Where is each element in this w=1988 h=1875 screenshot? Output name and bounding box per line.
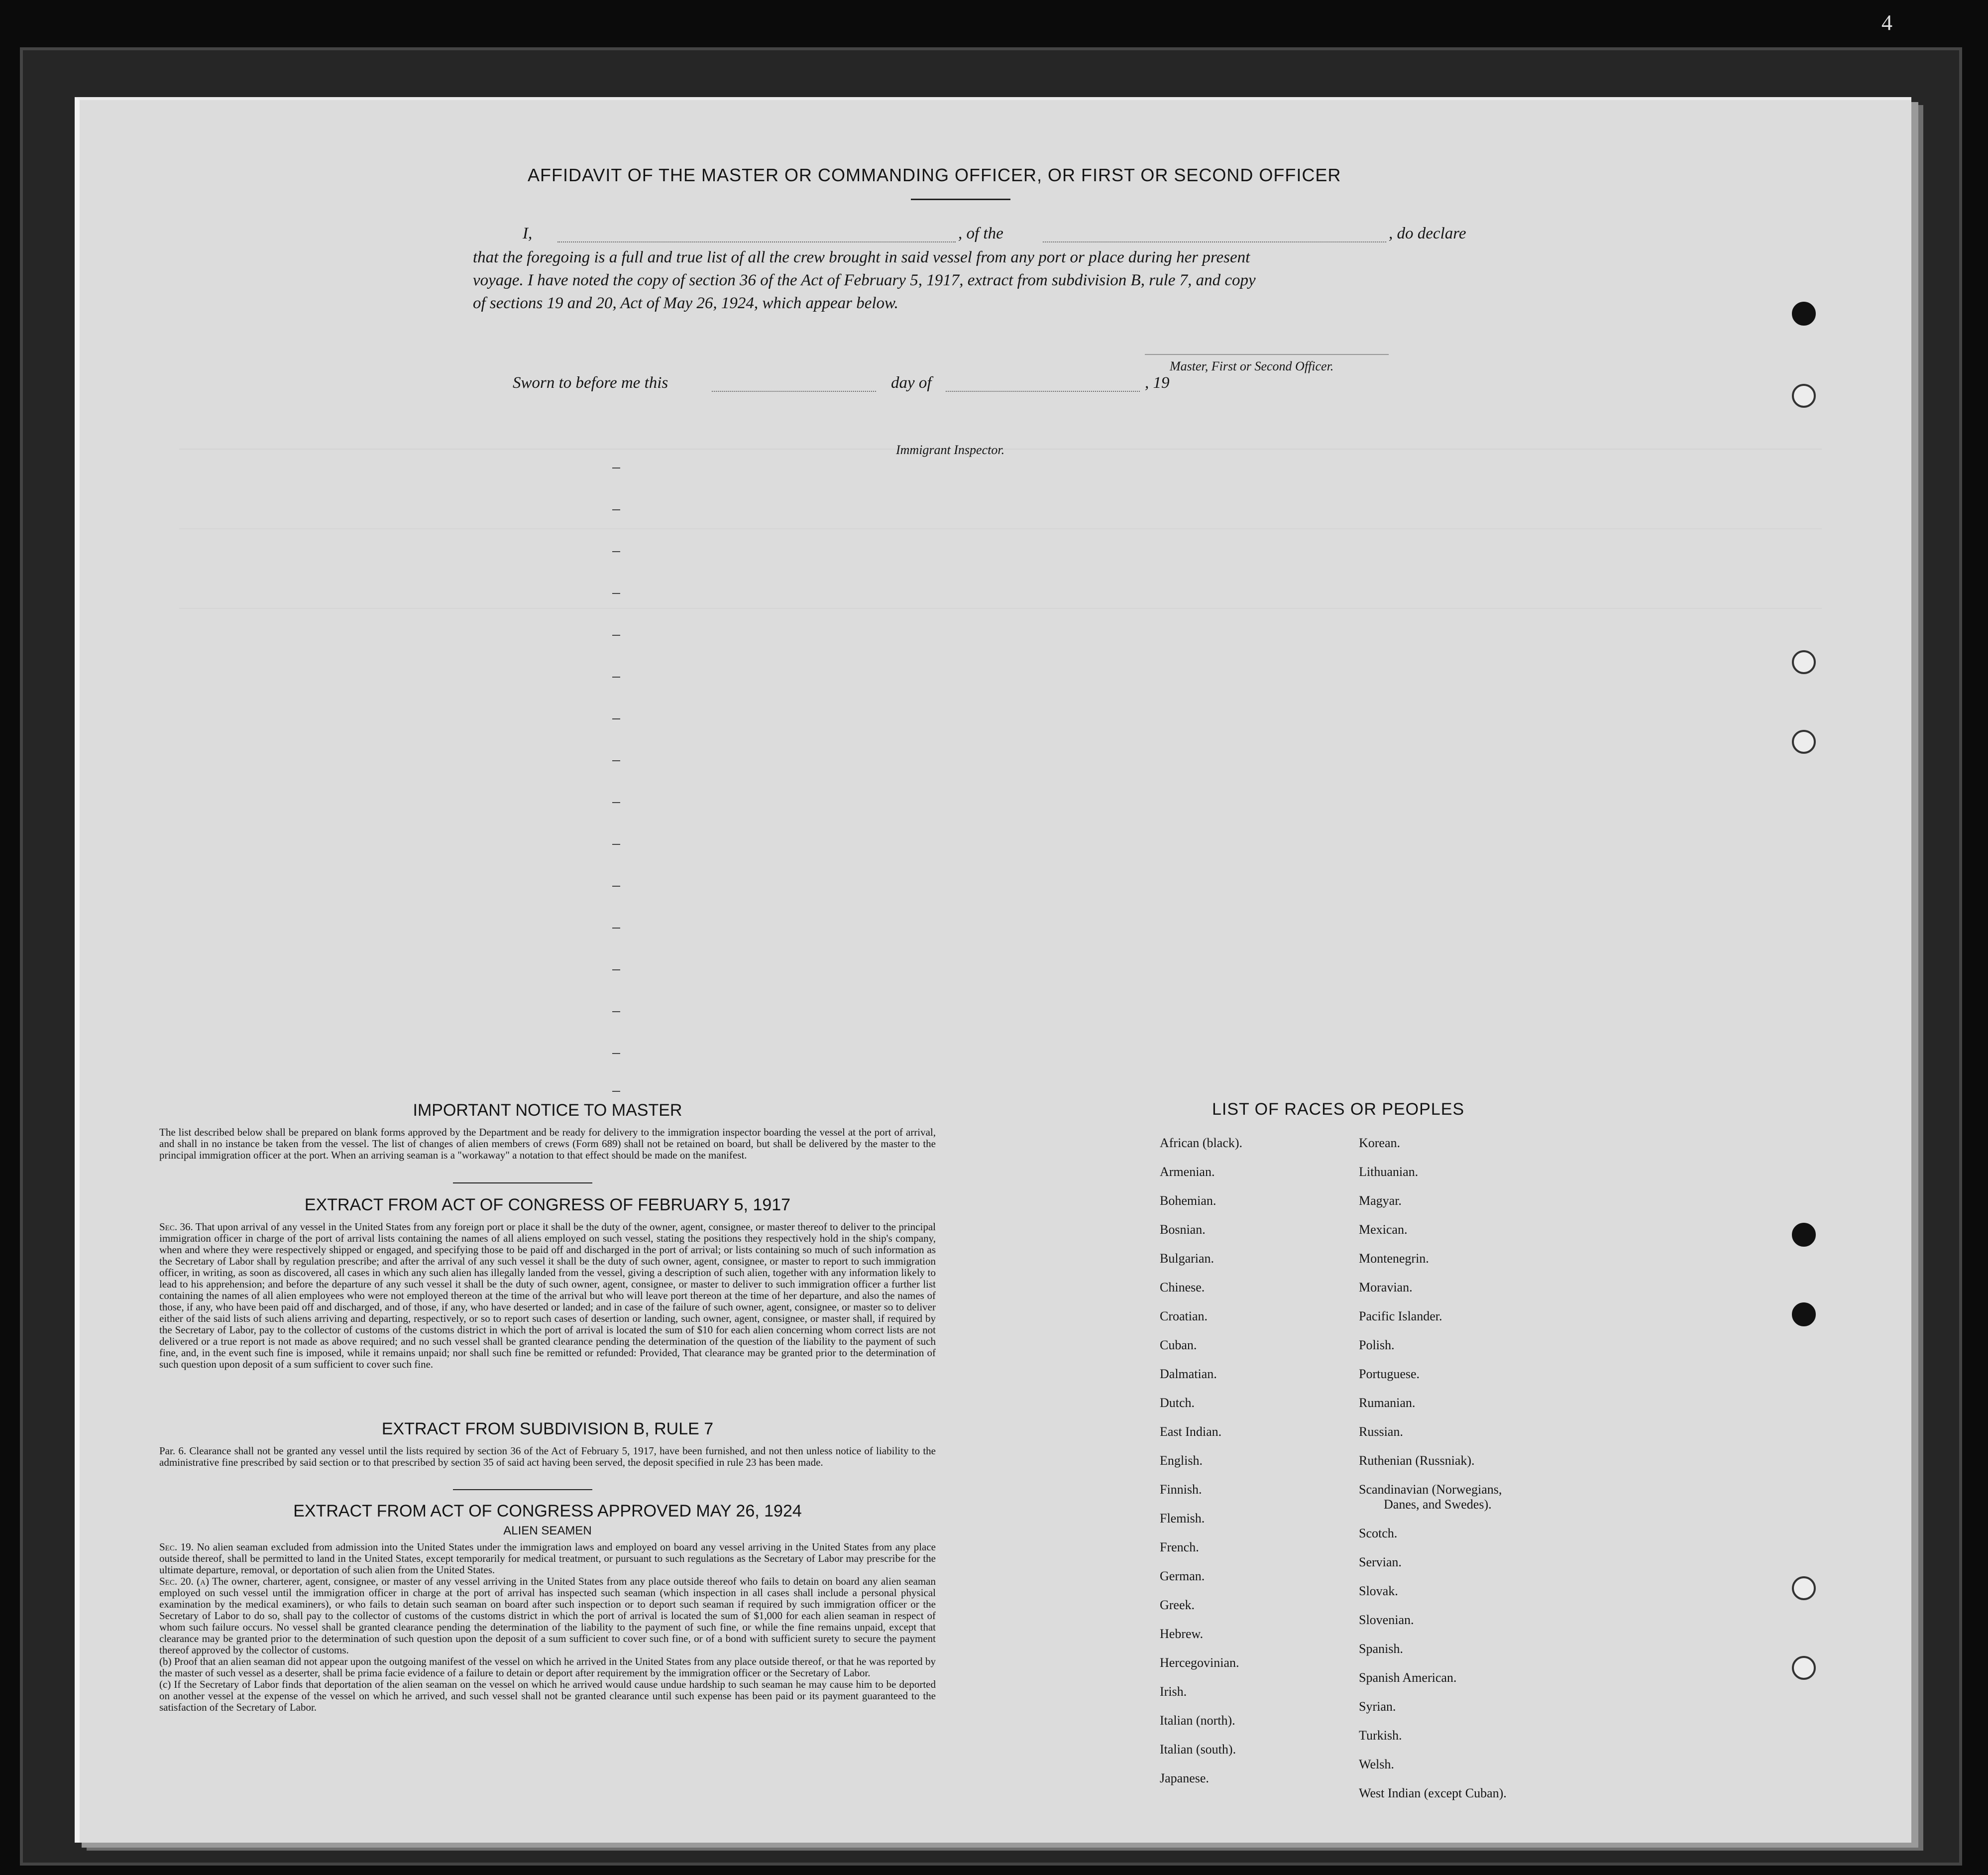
master-signature-label: Master, First or Second Officer. [1170,359,1334,373]
race-item: Bosnian. [1160,1222,1206,1237]
rule-7-body: Par. 6. Clearance shall not be granted any vessel until the lists required by section 36 of the Act of February 5, 1917, have been furnished, and not then unless notice of liability to the administrative fine prescribed by said section or to that prescribed by section 35 of said act having been served, the deposit specified in rule 23 has been made. [159,1445,936,1468]
binder-hole-icon [1792,650,1816,674]
tick-mark [612,844,620,845]
race-item: Portuguese. [1359,1367,1420,1381]
race-item: Spanish American. [1359,1670,1457,1685]
race-item: Welsh. [1359,1757,1394,1771]
section-20c [159,1679,936,1713]
race-item: English. [1160,1453,1203,1468]
section-36-label: Sec. 36. [159,1221,193,1233]
section-19-label: Sec. 19. [159,1541,194,1553]
notice-rule [453,1182,592,1183]
master-signature-line[interactable] [1145,354,1389,355]
race-item: Cuban. [1160,1338,1197,1352]
races-title: LIST OF RACES OR PEOPLES [1212,1100,1465,1119]
notice-title: IMPORTANT NOTICE TO MASTER [413,1101,682,1120]
tick-mark [612,677,620,678]
section-19 [159,1541,936,1576]
race-item: Slovak. [1359,1584,1398,1598]
tick-mark [612,969,620,970]
race-item: Hercegovinian. [1160,1655,1239,1670]
race-item: Dalmatian. [1160,1367,1217,1381]
race-item: Magyar. [1359,1193,1402,1208]
race-item: Korean. [1359,1136,1401,1150]
race-item: Polish. [1359,1338,1395,1352]
race-item: Dutch. [1160,1396,1195,1410]
day-of-text: day of [891,374,932,392]
affidavit-i: I, [523,225,533,242]
section-20c-text: If the Secretary of Labor finds that deportation of the alien seaman on the vessel on which he arrived would cause undue hardship to such seaman he may cause him to be deported on another vessel at the expense of the vessel on which he arrived, and such vessel shall not be granted clearance until such expense has been paid or its payment guaranteed to the satisfaction of the Secretary of Labor. [159,1678,936,1713]
year-text: , 19 [1145,374,1170,392]
rule-7-title: EXTRACT FROM SUBDIVISION B, RULE 7 [381,1419,714,1438]
binder-hole-icon [1792,1576,1816,1600]
race-item: Italian (south). [1160,1742,1236,1757]
race-item: Armenian. [1160,1165,1215,1179]
race-item: Servian. [1359,1555,1402,1569]
race-item: African (black). [1160,1136,1243,1150]
race-item: Scandinavian (Norwegians, [1359,1482,1502,1497]
race-item: German. [1160,1569,1205,1583]
tick-mark [612,928,620,929]
race-item: Russian. [1359,1424,1403,1439]
frame-number: 4 [1881,10,1892,35]
race-item: Finnish. [1160,1482,1202,1497]
race-item: Pacific Islander. [1359,1309,1442,1323]
sworn-text: Sworn to before me this [513,374,668,392]
name-blank[interactable] [557,241,956,242]
affidavit-line-2: that the foregoing is a full and true list of all the crew brought in said vessel from any port or place during her present [473,248,1250,266]
race-item: Spanish. [1359,1641,1403,1656]
binder-hole-icon [1792,302,1816,326]
race-item: Slovenian. [1359,1613,1414,1627]
section-19-text: No alien seaman excluded from admission into the United States under the immigration laws and employed on board any vessel arriving in the United States from any place outside thereof, shall be permitted to land in the United States, except temporarily for medical treatment, or pursuant to such regulations as the Secretary of Labor may prescribe for the ultimate departure, removal, or deportation of such alien from the United States. [159,1541,936,1576]
binder-hole-icon [1792,1302,1816,1326]
extract-1924-subtitle: ALIEN SEAMEN [503,1524,592,1537]
tick-mark [612,635,620,636]
race-item: Syrian. [1359,1699,1396,1714]
race-item: Japanese. [1160,1771,1209,1785]
race-item: Lithuanian. [1359,1165,1419,1179]
tick-mark [612,886,620,887]
section-20b [159,1656,936,1679]
rule-7-rule [453,1489,592,1490]
race-item: Ruthenian (Russniak). [1359,1453,1475,1468]
race-item: Rumanian. [1359,1396,1416,1410]
race-item: Turkish. [1359,1728,1402,1743]
tick-mark [612,593,620,594]
binder-hole-icon [1792,384,1816,408]
race-item: Chinese. [1160,1280,1205,1294]
race-item: Danes, and Swedes). [1384,1497,1492,1512]
race-item: Scotch. [1359,1526,1398,1540]
tick-mark [612,1011,620,1012]
affidavit-line-3: voyage. I have noted the copy of section 36 of the Act of February 5, 1917, extract from subdivision B, rule 7, and copy [473,271,1256,289]
tick-mark [612,551,620,552]
affidavit-do-declare: , do declare [1389,225,1466,242]
vessel-blank[interactable] [1043,241,1386,242]
section-36-text: That upon arrival of any vessel in the United States from any foreign port or place it shall be the duty of the owner, agent, consignee, or master thereof to deliver to the principal immigration officer in charge of the port of arrival lists containing the names of all aliens employed on such vessel, stating the positions they respectively hold in the ship's company, when and where they were respectively shipped or engaged, and specifying those to be paid off and discharged in the port of arrival; or lists containing so much of such information as the Secretary of Labor shall by regulation prescribe; and after the arrival of any such vessel it shall be the duty of such owner, agent, consignee, or master to report to such immigration officer, in writing, as soon as discovered, all cases in which any such alien has illegally landed from the vessel, giving a description of such alien, together with any information likely to lead to his apprehension; and before the departure of any such vessel it shall be the duty of such owner, agent, consignee, or master to deliver to such immigration officer a further list containing the names of all alien employees who were not employed thereon at the time of the arrival but who will leave port thereon at the time of her departure, and also the names of those, if any, who have been paid off and discharged, and of those, if any, who have deserted or landed; and in case of the failure of such owner, agent, consignee, or master so to deliver either of the said lists of such aliens arriving and departing, respectively, or so to report such cases of desertion or landing, such owner, agent, consignee, or master shall, if required by the Secretary of Labor, pay to the collector of customs of the customs district in which the port of arrival is located the sum of $10 for each alien concerning whom correct lists are not delivered or a true report is not made as above required; and no such vessel shall be granted clearance pending the determination of the question of the liability to the payment of such fine, and, in the event such fine is imposed, while it remains unpaid; nor shall such fine be remitted or refunded: Provided, That clearance may be granted prior to the determination of such question upon deposit of a sum sufficient to cover such fine. [159,1221,936,1370]
binder-hole-icon [1792,1223,1816,1247]
race-item: Mexican. [1359,1222,1408,1237]
sworn-month-blank[interactable] [946,391,1140,392]
sworn-day-blank[interactable] [712,391,876,392]
race-item: Flemish. [1160,1511,1205,1525]
race-item: Hebrew. [1160,1627,1204,1641]
section-20b-text: Proof that an alien seaman did not appear upon the outgoing manifest of the vessel on which he arrived in the United States from any place outside thereof, or that he was reported by the master of such vessel as a deserter, shall be prima facie evidence of a failure to detain or deport after requirement by the immigration officer or the Secretary of Labor. [159,1655,936,1679]
section-20a-text: The owner, charterer, agent, consignee, or master of any vessel arriving in the United States from any place outside thereof who fails to detain on board any alien seaman employed on such vessel until the immigration officer in charge at the port of arrival has inspected such seaman (which inspection in all cases shall include a personal physical examination by the medical examiners), or who fails to detain such seaman on board after such inspection or to deport such seaman if required by such immigration officer or the Secretary of Labor to do so, shall pay to the collector of customs of the customs district in which the port of arrival is located the sum of $1,000 for each alien seaman in respect of whom such failure occurs. No vessel shall be granted clearance pending the determination of the liability to the payment of such fine, or while the fine remains unpaid, except that clearance may be granted prior to the determination of such question upon the deposit of a sum sufficient to cover such fine, or of a bond with sufficient surety to secure the payment thereof approved by the collector of customs. [159,1575,936,1656]
tick-mark [612,468,620,469]
race-item: Greek. [1160,1598,1195,1612]
race-item: West Indian (except Cuban). [1359,1786,1507,1800]
title-rule [911,199,1010,200]
binder-hole-icon [1792,1656,1816,1680]
race-item: Bulgarian. [1160,1251,1215,1266]
form-page [75,97,1911,1843]
extract-1924-title: EXTRACT FROM ACT OF CONGRESS APPROVED MAY 26, 1924 [293,1502,802,1521]
tick-mark [612,1053,620,1054]
race-item: Bohemian. [1160,1193,1216,1208]
race-item: Italian (north). [1160,1713,1235,1728]
tick-mark [612,718,620,719]
race-item: Moravian. [1359,1280,1413,1294]
affidavit-of-the: , of the [958,225,1003,242]
section-20a-label: Sec. 20. (a) [159,1575,209,1587]
bleed-through [179,449,1822,1245]
extract-1917-body [159,1221,936,1370]
race-item: Croatian. [1160,1309,1208,1323]
extract-1924-body [159,1541,936,1713]
sworn-line [513,374,1210,392]
tick-mark [612,1091,620,1092]
tick-mark [612,802,620,803]
affidavit-title: AFFIDAVIT OF THE MASTER OR COMMANDING OFFICER, OR FIRST OR SECOND OFFICER [528,165,1341,185]
extract-1917-title: EXTRACT FROM ACT OF CONGRESS OF FEBRUARY 5, 1917 [304,1195,791,1214]
tick-mark [612,760,620,761]
race-item: French. [1160,1540,1199,1554]
section-20c-label: (c) [159,1678,171,1690]
tick-mark [612,509,620,510]
section-20b-label: (b) [159,1655,172,1667]
notice-body: The list described below shall be prepared on blank forms approved by the Department and be ready for delivery to the immigration inspector boarding the vessel at the port of arrival, and shall in no instance be taken from the vessel. The list of changes of alien members of crews (Form 689) shall not be retained on board, but shall be delivered by the master to the principal immigration officer at the port. When an arriving seaman is a "workaway" a notation to that effect should be made on the manifest. [159,1126,936,1161]
affidavit-line-1 [523,225,1518,243]
immigrant-inspector-label: Immigrant Inspector. [896,443,1005,457]
affidavit-line-4: of sections 19 and 20, Act of May 26, 1924, which appear below. [473,294,898,312]
race-item: Montenegrin. [1359,1251,1429,1266]
race-item: Irish. [1160,1684,1187,1699]
binder-hole-icon [1792,730,1816,754]
section-20a [159,1576,936,1656]
race-item: East Indian. [1160,1424,1222,1439]
